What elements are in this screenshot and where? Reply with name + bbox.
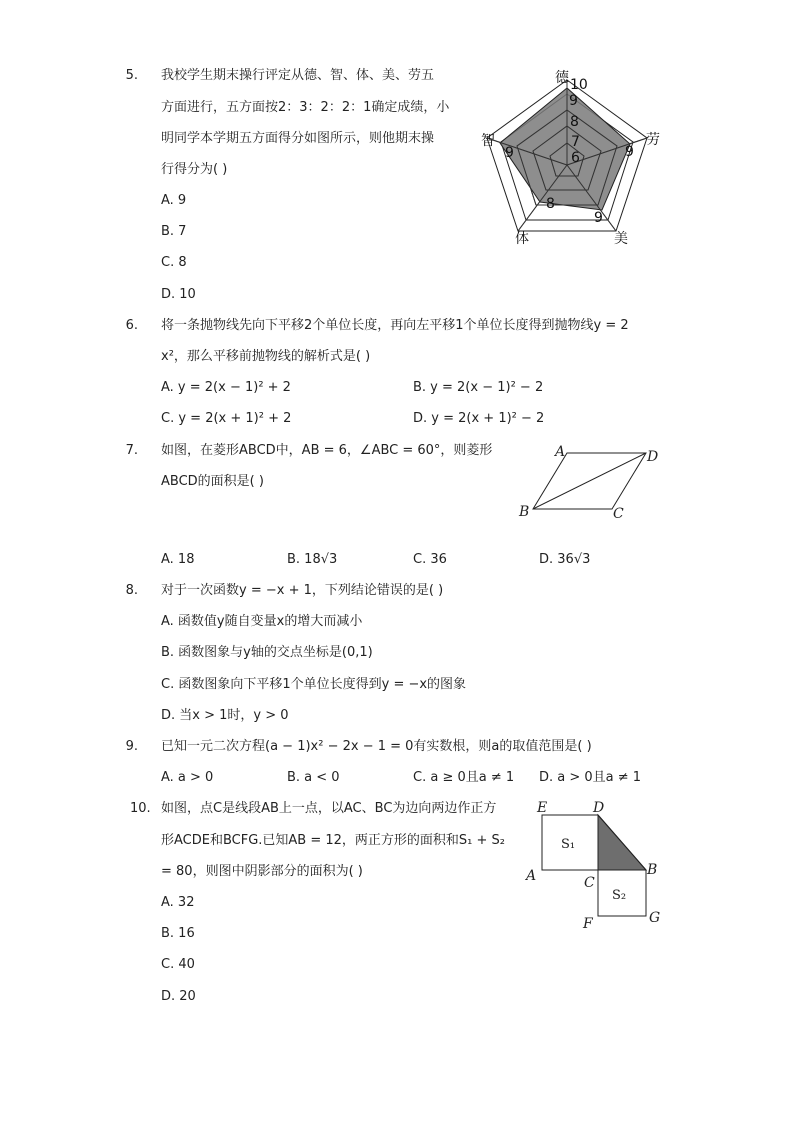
option-a[interactable]: A. 18 bbox=[161, 552, 195, 567]
vertex-label-f: F bbox=[583, 916, 593, 932]
option-b[interactable]: B. 18√3 bbox=[287, 552, 338, 567]
vertex-label-b: B bbox=[647, 862, 658, 878]
option-d[interactable]: D. 10 bbox=[161, 287, 196, 302]
option-b[interactable]: B. 16 bbox=[161, 926, 195, 941]
option-c[interactable]: C. a ≥ 0且a ≠ 1 bbox=[413, 770, 515, 785]
vertex-label-c: C bbox=[613, 506, 624, 522]
question-number: 5. bbox=[125, 68, 138, 83]
question-number: 6. bbox=[125, 318, 138, 333]
area-label-s1: S₁ bbox=[561, 837, 576, 852]
vertex-label-a: A bbox=[555, 444, 566, 460]
radar-axis-label-de: 德 bbox=[555, 70, 569, 86]
option-d[interactable]: D. 20 bbox=[161, 989, 196, 1004]
radar-axis-label-ti: 体 bbox=[515, 231, 529, 247]
option-d[interactable]: D. 当x > 1时，y > 0 bbox=[161, 708, 289, 723]
vertex-label-e: E bbox=[537, 800, 548, 816]
option-c[interactable]: C. 函数图象向下平移1个单位长度得到y = −x的图象 bbox=[161, 677, 467, 692]
question-text-line: 已知一元二次方程(a − 1)x² − 2x − 1 = 0有实数根，则a的取值范围是( ) bbox=[161, 739, 592, 754]
option-a[interactable]: A. y = 2(x − 1)² + 2 bbox=[161, 380, 291, 395]
question-text-line: 如图，在菱形ABCD中，AB = 6，∠ABC = 60°，则菱形 bbox=[161, 443, 493, 458]
area-label-s2: S₂ bbox=[612, 888, 627, 903]
question-number: 7. bbox=[125, 443, 138, 458]
option-b[interactable]: B. 7 bbox=[161, 224, 187, 239]
option-c[interactable]: C. 8 bbox=[161, 255, 187, 270]
radar-axis-label-zhi: 智 bbox=[481, 133, 495, 149]
question-text-line: 行得分为( ) bbox=[161, 162, 228, 177]
radar-scale-label: 8 bbox=[570, 114, 579, 130]
question-text-line: 对于一次函数y = −x + 1，下列结论错误的是( ) bbox=[161, 583, 444, 598]
question-text-line: ABCD的面积是( ) bbox=[161, 474, 264, 489]
option-b[interactable]: B. 函数图象与y轴的交点坐标是(0,1) bbox=[161, 645, 373, 660]
option-a[interactable]: A. a > 0 bbox=[161, 770, 214, 785]
vertex-label-g: G bbox=[649, 910, 661, 926]
question-number: 8. bbox=[125, 583, 138, 598]
radar-axis-label-mei: 美 bbox=[614, 231, 628, 247]
vertex-label-c: C bbox=[584, 875, 595, 891]
option-d[interactable]: D. 36√3 bbox=[539, 552, 591, 567]
vertex-label-d: D bbox=[593, 800, 605, 816]
option-d[interactable]: D. y = 2(x + 1)² − 2 bbox=[413, 411, 545, 426]
radar-scale-label: 9 bbox=[569, 93, 578, 109]
option-b[interactable]: B. a < 0 bbox=[287, 770, 340, 785]
radar-scale-label: 6 bbox=[571, 150, 580, 166]
option-d[interactable]: D. a > 0且a ≠ 1 bbox=[539, 770, 642, 785]
radar-scale-label: 7 bbox=[571, 134, 580, 150]
vertex-label-a: A bbox=[526, 868, 537, 884]
radar-axis-label-lao: 劳 bbox=[646, 132, 660, 148]
question-text-line: 如图，点C是线段AB上一点，以AC、BC为边向两边作正方 bbox=[161, 801, 497, 816]
radar-value-label: 8 bbox=[546, 196, 555, 212]
question-text-line: 将一条抛物线先向下平移2个单位长度，再向左平移1个单位长度得到抛物线y = 2 bbox=[161, 318, 629, 333]
option-a[interactable]: A. 32 bbox=[161, 895, 195, 910]
option-b[interactable]: B. y = 2(x − 1)² − 2 bbox=[413, 380, 544, 395]
question-number: 10. bbox=[130, 801, 151, 816]
vertex-label-b: B bbox=[519, 504, 530, 520]
option-c[interactable]: C. y = 2(x + 1)² + 2 bbox=[161, 411, 292, 426]
question-text-line: = 80，则图中阴影部分的面积为( ) bbox=[161, 864, 363, 879]
question-text-line: 我校学生期末操行评定从德、智、体、美、劳五 bbox=[161, 68, 435, 83]
option-c[interactable]: C. 40 bbox=[161, 957, 195, 972]
option-a[interactable]: A. 函数值y随自变量x的增大而减小 bbox=[161, 614, 363, 629]
question-text-line: 形ACDE和BCFG.已知AB = 12，两正方形的面积和S₁ + S₂ bbox=[161, 833, 506, 848]
question-text-line: x²，那么平移前抛物线的解析式是( ) bbox=[161, 349, 371, 364]
question-text-line: 明同学本学期五方面得分如图所示，则他期末操 bbox=[161, 131, 435, 146]
question-text-line: 方面进行，五方面按2：3：2：2：1确定成绩，小 bbox=[161, 100, 450, 115]
vertex-label-d: D bbox=[647, 449, 659, 465]
option-a[interactable]: A. 9 bbox=[161, 193, 187, 208]
radar-value-label: 9 bbox=[625, 144, 634, 160]
radar-scale-label: 10 bbox=[570, 77, 588, 93]
radar-value-label: 9 bbox=[594, 210, 603, 226]
option-c[interactable]: C. 36 bbox=[413, 552, 447, 567]
radar-value-label: 9 bbox=[505, 145, 514, 161]
question-number: 9. bbox=[125, 739, 138, 754]
